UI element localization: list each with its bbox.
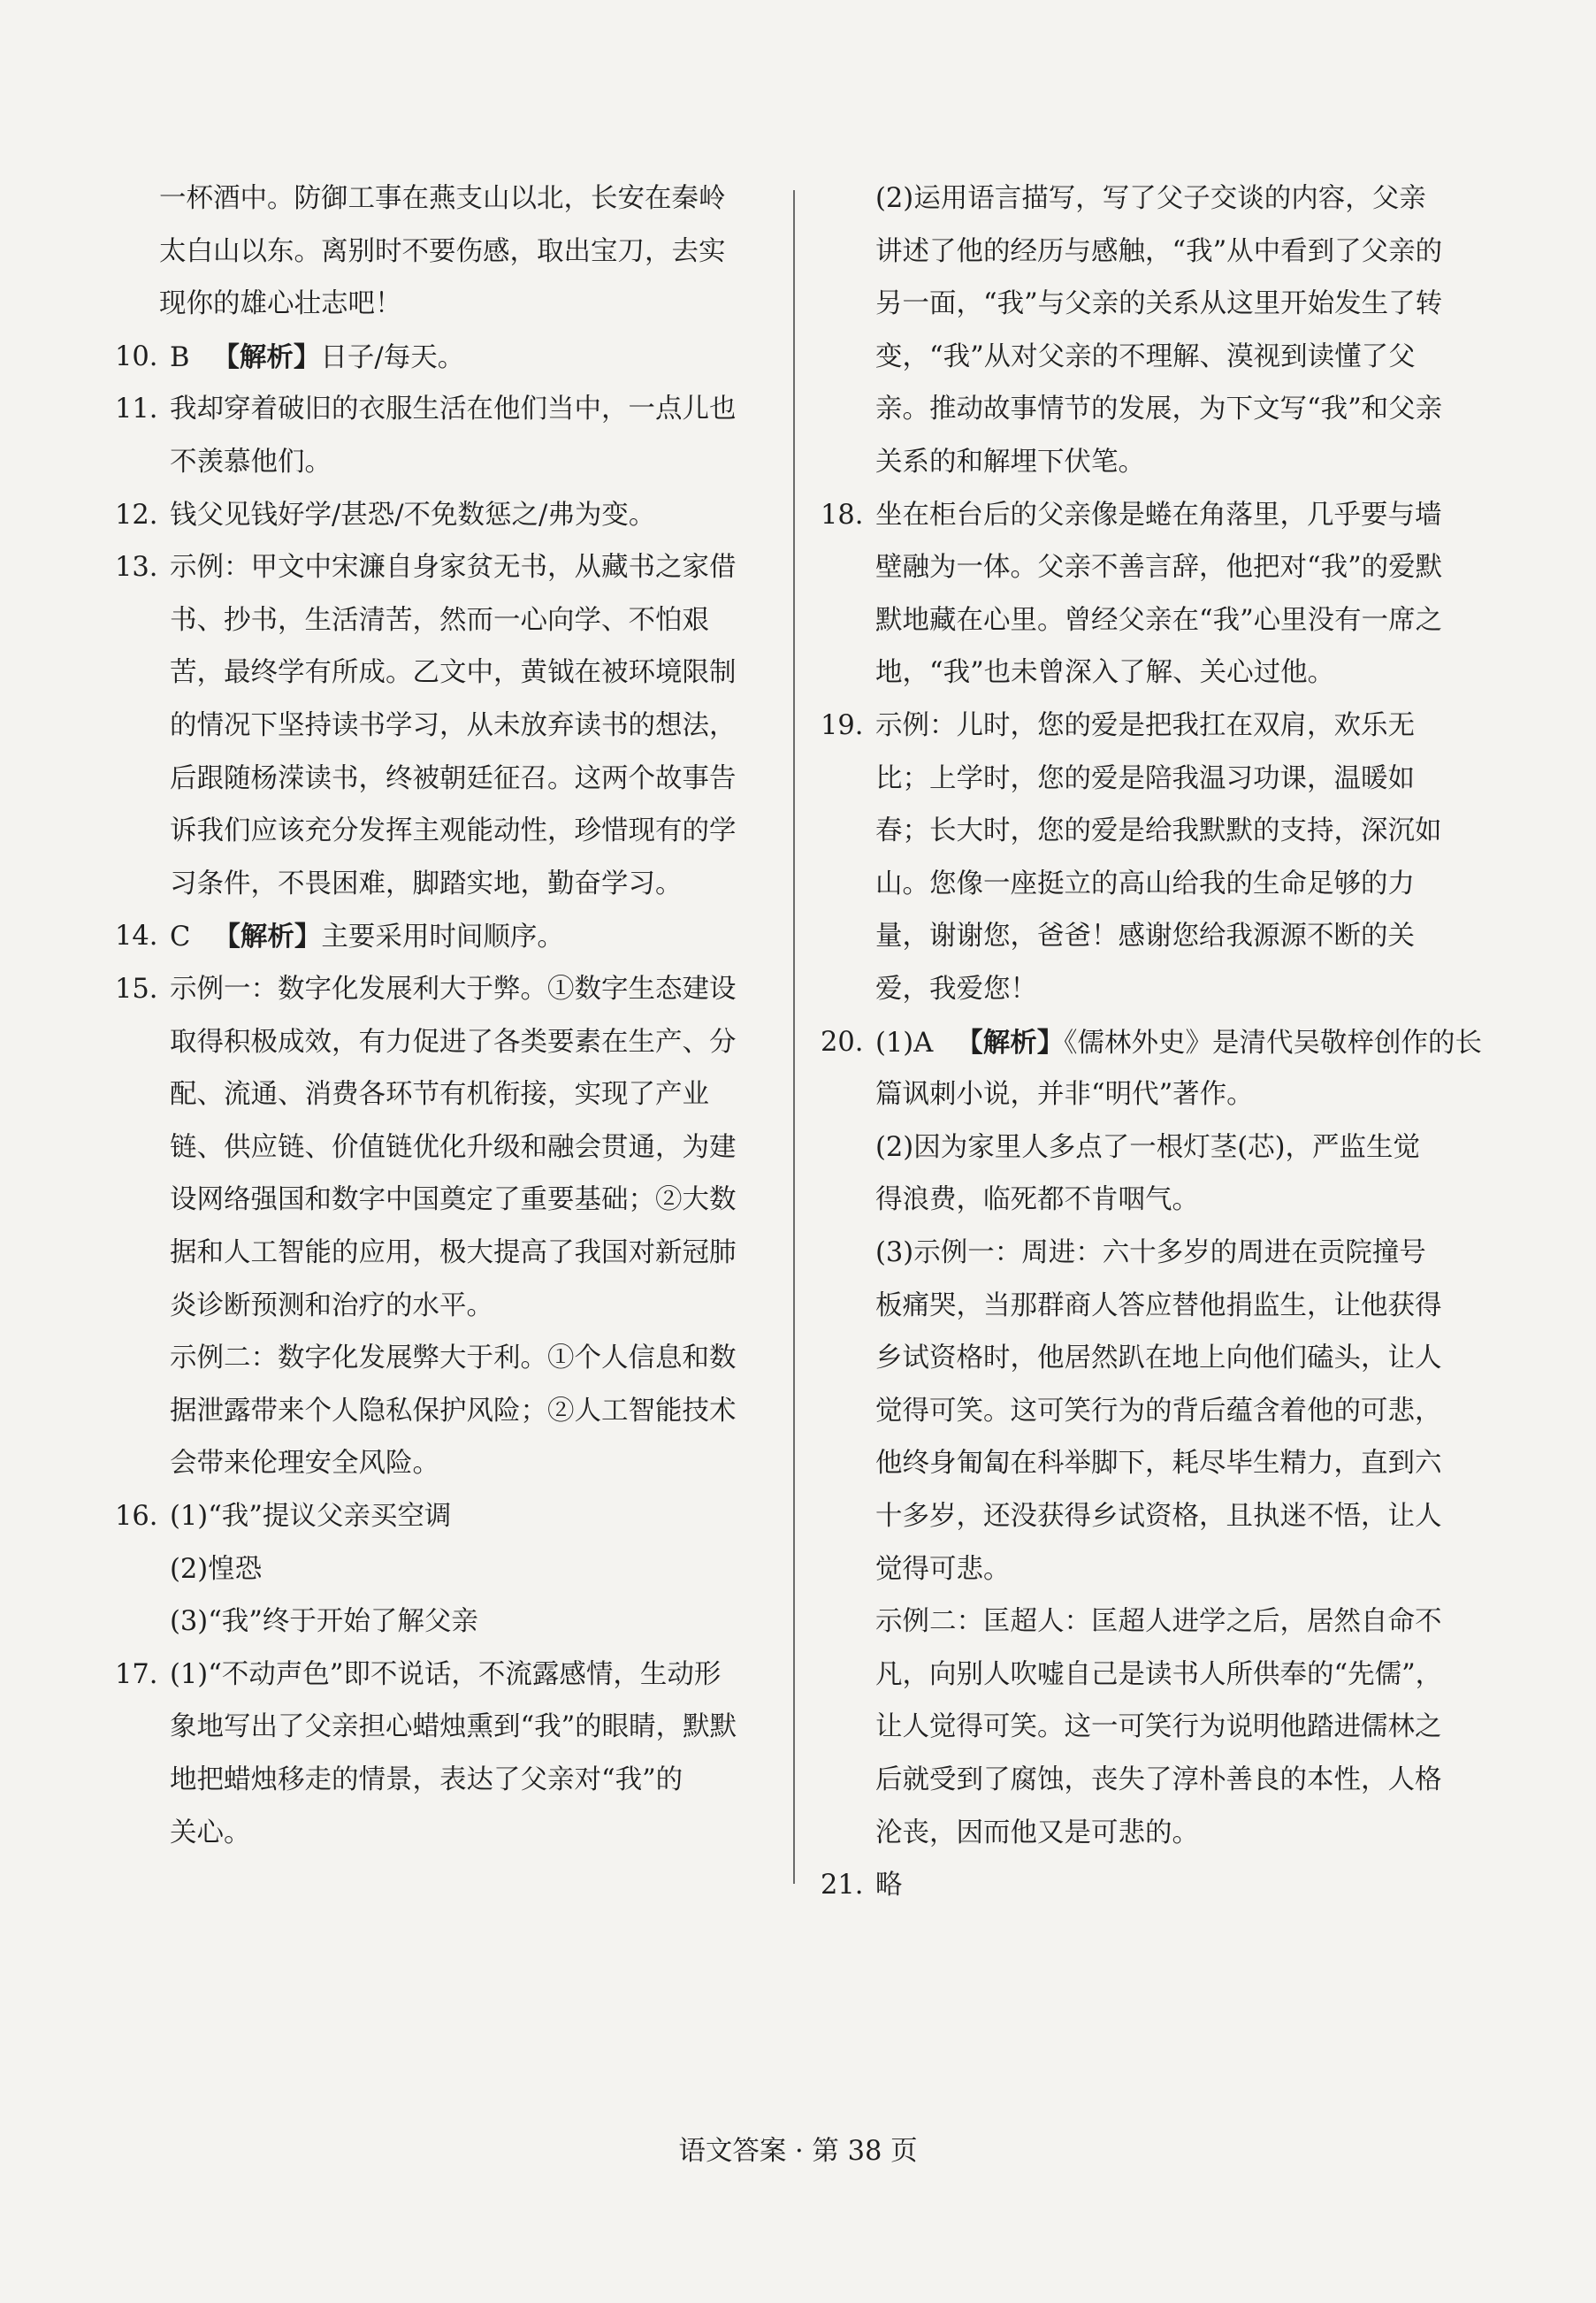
q15-line: 会带来伦理安全风险。 (170, 1448, 439, 1480)
q19-line: 比；上学时，您的爱是陪我温习功课，温暖如 (875, 762, 1415, 794)
q11-line: 我却穿着破旧的衣服生活在他们当中，一点儿也 (170, 394, 737, 425)
q15-line: 链、供应链、价值链优化升级和融会贯通，为建 (170, 1131, 737, 1163)
q15-number: 15. (115, 974, 158, 1005)
q15-line: 炎诊断预测和治疗的水平。 (170, 1289, 493, 1321)
q20-line: (3)示例一：周进：六十多岁的周进在贡院撞号 (875, 1237, 1426, 1268)
q18-line: 壁融为一体。父亲不善言辞，他把对“我”的爱默 (875, 552, 1443, 584)
q20-line (875, 1025, 1482, 1061)
q18-line: 地，“我”也未曾深入了解、关心过他。 (875, 657, 1335, 689)
q19-line: 爱，我爱您！ (875, 974, 1037, 1005)
q19-line: 春；长大时，您的爱是给我默默的支持，深沉如 (875, 815, 1442, 847)
q10-analysis-tag: 【解析】 (212, 340, 321, 373)
q13-line: 苦，最终学有所成。乙文中，黄钺在被环境限制 (170, 657, 737, 689)
page-footer: 语文答案 · 第 38 页 (678, 2136, 918, 2167)
q16-line: (3)“我”终于开始了解父亲 (170, 1606, 478, 1638)
intro-line: 现你的雄心壮志吧！ (159, 288, 402, 320)
q16-number: 16. (115, 1501, 158, 1532)
q15-line: 配、流通、消费各环节有机衔接，实现了产业 (170, 1079, 709, 1111)
q13-line: 书、抄书，生活清苦，然而一心向学、不怕艰 (170, 604, 709, 636)
q20-line: 板痛哭，当那群商人答应替他捐监生，让他获得 (875, 1289, 1442, 1321)
column-divider (793, 190, 795, 1884)
q17-cont-line: 讲述了他的经历与感触，“我”从中看到了父亲的 (875, 235, 1443, 267)
q17-number: 17. (115, 1658, 158, 1690)
q19-line: 量，谢谢您，爸爸！感谢您给我源源不断的关 (875, 921, 1415, 953)
q16-line: (1)“我”提议父亲买空调 (170, 1501, 452, 1532)
q17-cont-line: 关系的和解埋下伏笔。 (875, 447, 1145, 478)
q20-line: 凡，向别人吹嘘自己是读书人所供奉的“先儒”， (875, 1658, 1443, 1690)
q11-line: 不羡慕他们。 (170, 447, 332, 478)
q20-line: 觉得可悲。 (875, 1553, 1011, 1585)
q15-line: 据泄露带来个人隐私保护风险；②人工智能技术 (170, 1395, 737, 1427)
q14-number: 14. (115, 921, 158, 953)
q20-line: 他终身匍匐在科举脚下，耗尽毕生精力，直到六 (875, 1448, 1442, 1480)
q13-number: 13. (115, 552, 158, 584)
q11-number: 11. (115, 394, 158, 425)
q17-line: 关心。 (170, 1817, 251, 1848)
intro-line: 一杯酒中。防御工事在燕支山以北，长安在秦岭 (159, 183, 726, 214)
q20-analysis-tag: 【解析】 (956, 1026, 1065, 1059)
q13-line: 的情况下坚持读书学习，从未放弃读书的想法， (170, 710, 737, 741)
q20-line: 让人觉得可笑。这一可笑行为说明他踏进儒林之 (875, 1711, 1442, 1743)
q16-line: (2)惶恐 (170, 1553, 263, 1585)
q13-line: 示例：甲文中宋濂自身家贫无书，从藏书之家借 (170, 552, 737, 584)
q19-line: 示例：儿时，您的爱是把我扛在双肩，欢乐无 (875, 710, 1415, 741)
q17-line: 象地写出了父亲担心蜡烛熏到“我”的眼睛，默默 (170, 1711, 737, 1743)
q10-line (170, 340, 464, 376)
q14-answer: C (170, 922, 191, 953)
q17-cont-line: 另一面，“我”与父亲的关系从这里开始发生了转 (875, 288, 1443, 320)
q12-line: 钱父见钱好学/甚恐/不免数惩之/弗为变。 (170, 499, 656, 531)
q21-number: 21. (821, 1870, 864, 1901)
q17-cont-line: (2)运用语言描写，写了父子交谈的内容，父亲 (875, 183, 1426, 214)
q13-line: 后跟随杨溁读书，终被朝廷征召。这两个故事告 (170, 762, 737, 794)
q14-analysis-tag: 【解析】 (213, 921, 322, 953)
q20-line: 篇讽刺小说，并非“明代”著作。 (875, 1079, 1254, 1111)
q10-analysis-text: 日子/每天。 (320, 341, 465, 373)
q18-line: 默地藏在心里。曾经父亲在“我”心里没有一席之 (875, 604, 1443, 636)
q12-number: 12. (115, 499, 158, 531)
intro-line: 太白山以东。离别时不要伤感，取出宝刀，去实 (159, 235, 726, 267)
q20-analysis-text: 《儒林外史》是清代吴敬梓创作的长 (1064, 1027, 1482, 1059)
q20-line: 乡试资格时，他居然趴在地上向他们磕头，让人 (875, 1343, 1442, 1374)
q15-line: 示例二：数字化发展弊大于利。①个人信息和数 (170, 1343, 737, 1374)
q20-answer: (1)A (875, 1027, 934, 1059)
q18-number: 18. (821, 499, 864, 531)
q20-line: 示例二：匡超人：匡超人进学之后，居然自命不 (875, 1606, 1442, 1638)
q20-line: 后就受到了腐蚀，丧失了淳朴善良的本性，人格 (875, 1764, 1442, 1795)
q18-line: 坐在柜台后的父亲像是蜷在角落里，几乎要与墙 (875, 499, 1442, 531)
q15-line: 据和人工智能的应用，极大提高了我国对新冠肺 (170, 1237, 737, 1268)
q10-number: 10. (115, 340, 158, 372)
q17-cont-line: 亲。推动故事情节的发展，为下文写“我”和父亲 (875, 394, 1443, 425)
q20-line: 沦丧，因而他又是可悲的。 (875, 1817, 1199, 1848)
q20-line: 得浪费，临死都不肯咽气。 (875, 1184, 1199, 1216)
q20-line: 十多岁，还没获得乡试资格，且执迷不悟，让人 (875, 1501, 1442, 1532)
q14-analysis-text: 主要采用时间顺序。 (321, 922, 564, 953)
q17-line: 地把蜡烛移走的情景，表达了父亲对“我”的 (170, 1764, 683, 1795)
q13-line: 诉我们应该充分发挥主观能动性，珍惜现有的学 (170, 815, 737, 847)
q15-line: 取得积极成效，有力促进了各类要素在生产、分 (170, 1026, 737, 1058)
q14-line (170, 919, 564, 955)
q17-cont-line: 变，“我”从对父亲的不理解、漠视到读懂了父 (875, 340, 1416, 372)
q17-line: (1)“不动声色”即不说话，不流露感情，生动形 (170, 1658, 722, 1690)
q15-line: 设网络强国和数字中国奠定了重要基础；②大数 (170, 1184, 737, 1216)
q20-number: 20. (821, 1026, 864, 1058)
q15-line: 示例一：数字化发展利大于弊。①数字生态建设 (170, 974, 737, 1005)
q20-line: (2)因为家里人多点了一根灯茎(芯)，严监生觉 (875, 1131, 1421, 1163)
q21-line: 略 (875, 1870, 903, 1901)
q10-answer: B (170, 341, 190, 373)
q19-number: 19. (821, 710, 864, 741)
q19-line: 山。您像一座挺立的高山给我的生命足够的力 (875, 868, 1415, 899)
q20-line: 觉得可笑。这可笑行为的背后蕴含着他的可悲， (875, 1395, 1442, 1427)
q13-line: 习条件，不畏困难，脚踏实地，勤奋学习。 (170, 868, 683, 899)
